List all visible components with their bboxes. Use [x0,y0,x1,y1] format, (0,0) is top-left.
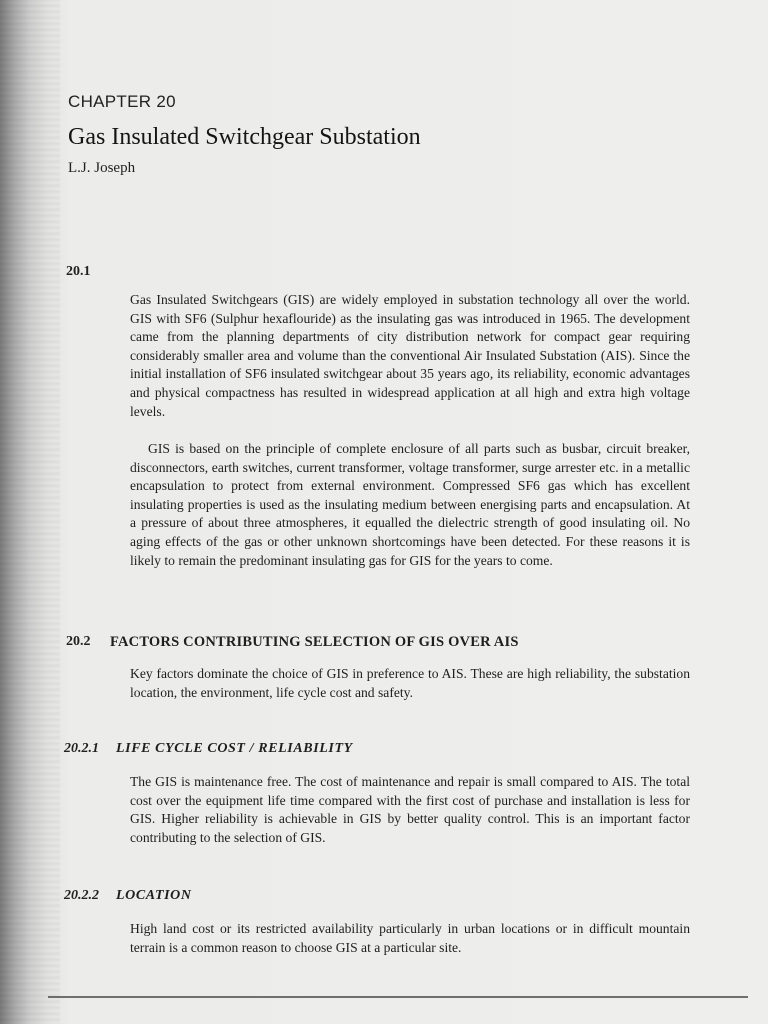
section-20-2-1-paragraph: The GIS is maintenance free. The cost of maintenance and repair is small compared to AIS. The total cost over the equipment life time compared with the first cost of purchase and installation is less for GIS. Higher reliability is achievable in GIS by better quality control. This is an important factor contributing to the selection of GIS. [130,774,690,845]
section-20-1-paragraph-2: GIS is based on the principle of complete enclosure of all parts such as busbar, circuit breaker, disconnectors, earth switches, current transformer, voltage transformer, surge arrester etc. in a metallic encapsulation to protect from external environment. Compressed SF6 gas which has excellent insulating properties is used as the insulating medium between energising parts and encapsulation. At a pressure of about three atmospheres, it equalled the dielectric strength of good insulating oil. No aging effects of the gas or other unknown shortcomings have been detected. For these reasons it is likely to remain the predominant insulating gas for GIS for the years to come. [130,441,690,568]
section-heading-20-2-1: LIFE CYCLE COST / RELIABILITY [116,741,353,756]
section-heading-20-2: FACTORS CONTRIBUTING SELECTION OF GIS OVER AIS [110,634,519,650]
section-heading-20-2-2: LOCATION [116,888,192,903]
section-number-20-2: 20.2 [66,634,91,649]
bottom-rule [48,996,748,998]
section-number-20-1: 20.1 [66,264,91,279]
section-20-2-paragraph: Key factors dominate the choice of GIS in preference to AIS. These are high reliability, the substation location, the environment, life cycle cost and safety. [130,666,690,700]
chapter-label: CHAPTER 20 [68,92,176,111]
section-number-20-2-2: 20.2.2 [64,888,99,903]
author-name: L.J. Joseph [68,160,136,176]
chapter-title: Gas Insulated Switchgear Substation [68,124,421,150]
section-20-1-paragraph-1: Gas Insulated Switchgears (GIS) are widely employed in substation technology all over the world. GIS with SF6 (Sulphur hexaflouride) as the insulating gas was introduced in 1965. The development came from the planning departments of city distribution network for compact gear requiring considerably smaller area and volume than the conventional Air Insulated Substation (AIS). Since the initial installation of SF6 insulated switchgear about 35 years ago, its reliability, economic advantages and physical compactness has resulted in widespread application at all high and extra high voltage levels. [130,292,690,419]
section-20-2-2-paragraph: High land cost or its restricted availability particularly in urban locations or in difficult mountain terrain is a common reason to choose GIS at a particular site. [130,921,690,955]
section-number-20-2-1: 20.2.1 [64,741,99,756]
